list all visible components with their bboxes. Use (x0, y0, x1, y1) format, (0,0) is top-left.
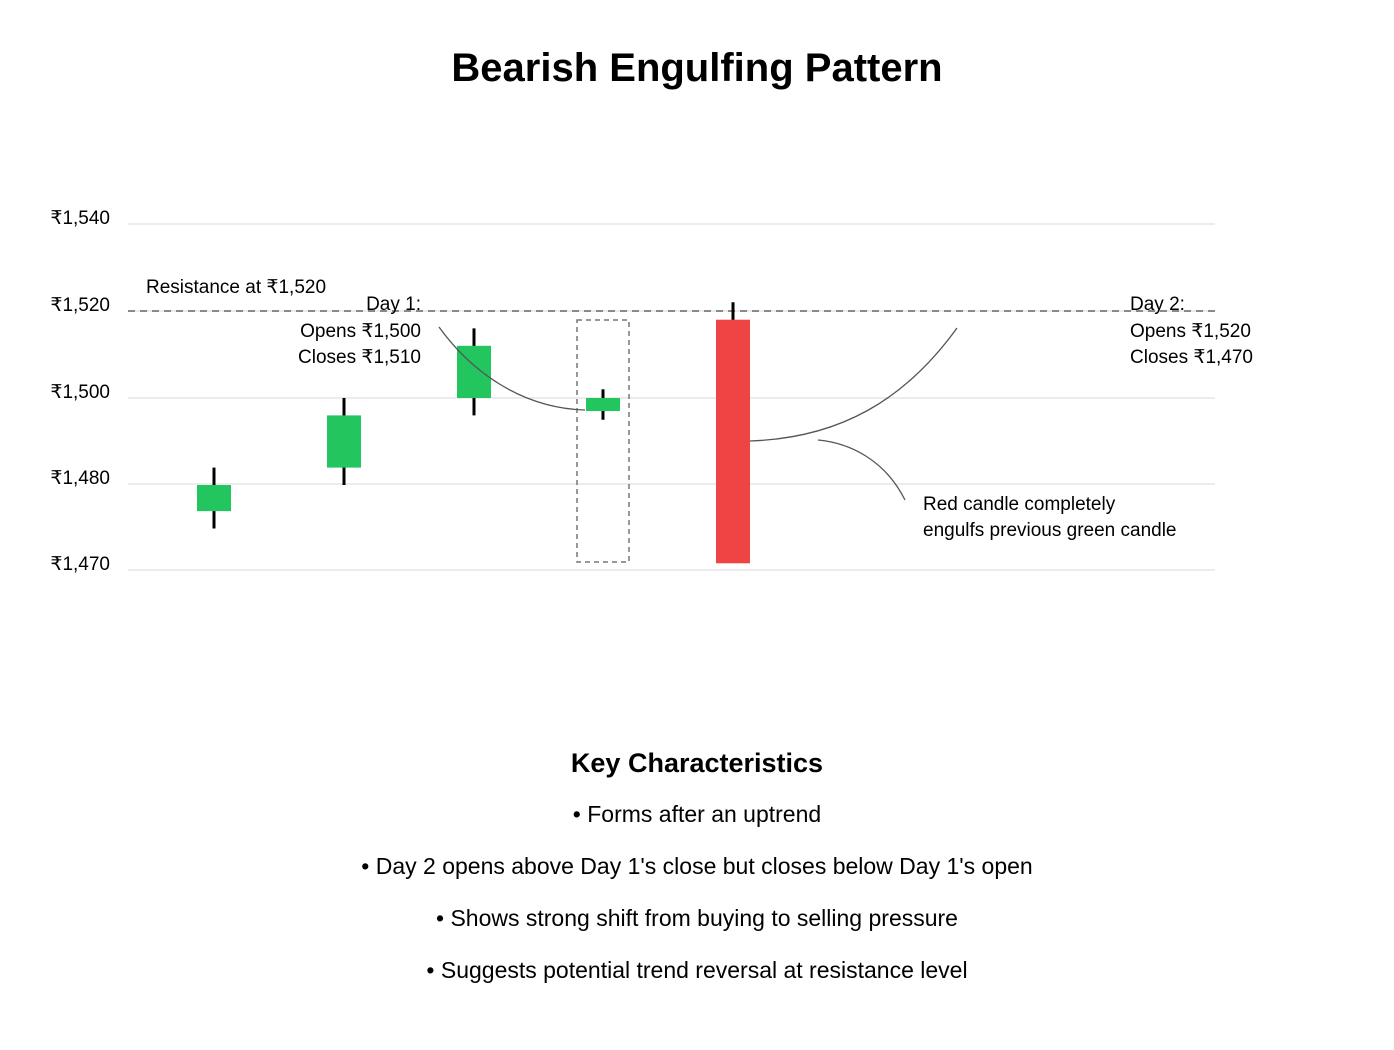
candle-body (327, 415, 361, 467)
characteristics-list (0, 799, 1394, 1007)
candle (716, 302, 750, 563)
candle-body (586, 398, 620, 411)
candle (586, 389, 620, 419)
candle (197, 468, 231, 529)
characteristics-heading: Key Characteristics (570, 748, 824, 778)
candle-body (197, 485, 231, 511)
highlight-box (577, 320, 629, 562)
y-tick-label: ₹1,520 (50, 295, 110, 316)
y-axis-ticks (50, 208, 110, 575)
engulf-annotation (923, 494, 1177, 541)
day1-annotation-line: Day 1: (366, 294, 421, 315)
characteristic-item: • Shows strong shift from buying to selling pressure (436, 905, 958, 931)
day2-annotation-line: Day 2: (1130, 294, 1185, 315)
day2-annotation (1130, 294, 1253, 368)
candle-body (716, 320, 750, 564)
characteristic-item: • Suggests potential trend reversal at resistance level (426, 957, 968, 983)
resistance-label: Resistance at ₹1,520 (146, 277, 327, 298)
engulf-connector-line (818, 440, 905, 500)
grid-lines (128, 224, 1215, 570)
candle (327, 398, 361, 485)
chart-title: Bearish Engulfing Pattern (451, 46, 943, 90)
y-tick-label: ₹1,470 (50, 554, 110, 575)
characteristic-item: • Day 2 opens above Day 1's close but closes below Day 1's open (361, 853, 1033, 879)
day2-connector-line (750, 328, 957, 441)
day1-annotation (298, 294, 421, 368)
day2-annotation-line: Opens ₹1,520 (1130, 321, 1251, 342)
key-characteristics (0, 748, 1394, 1007)
characteristic-item: • Forms after an uptrend (572, 801, 822, 827)
candle (457, 328, 491, 415)
day1-annotation-line: Closes ₹1,510 (298, 347, 421, 368)
engulf-annotation-line: Red candle completely (923, 494, 1116, 515)
engulf-annotation-line: engulfs previous green candle (923, 520, 1177, 541)
day1-annotation-line: Opens ₹1,500 (300, 321, 421, 342)
candles (197, 302, 750, 563)
y-tick-label: ₹1,500 (50, 382, 110, 403)
y-tick-label: ₹1,540 (50, 208, 110, 229)
day2-annotation-line: Closes ₹1,470 (1130, 347, 1253, 368)
y-tick-label: ₹1,480 (50, 468, 110, 489)
